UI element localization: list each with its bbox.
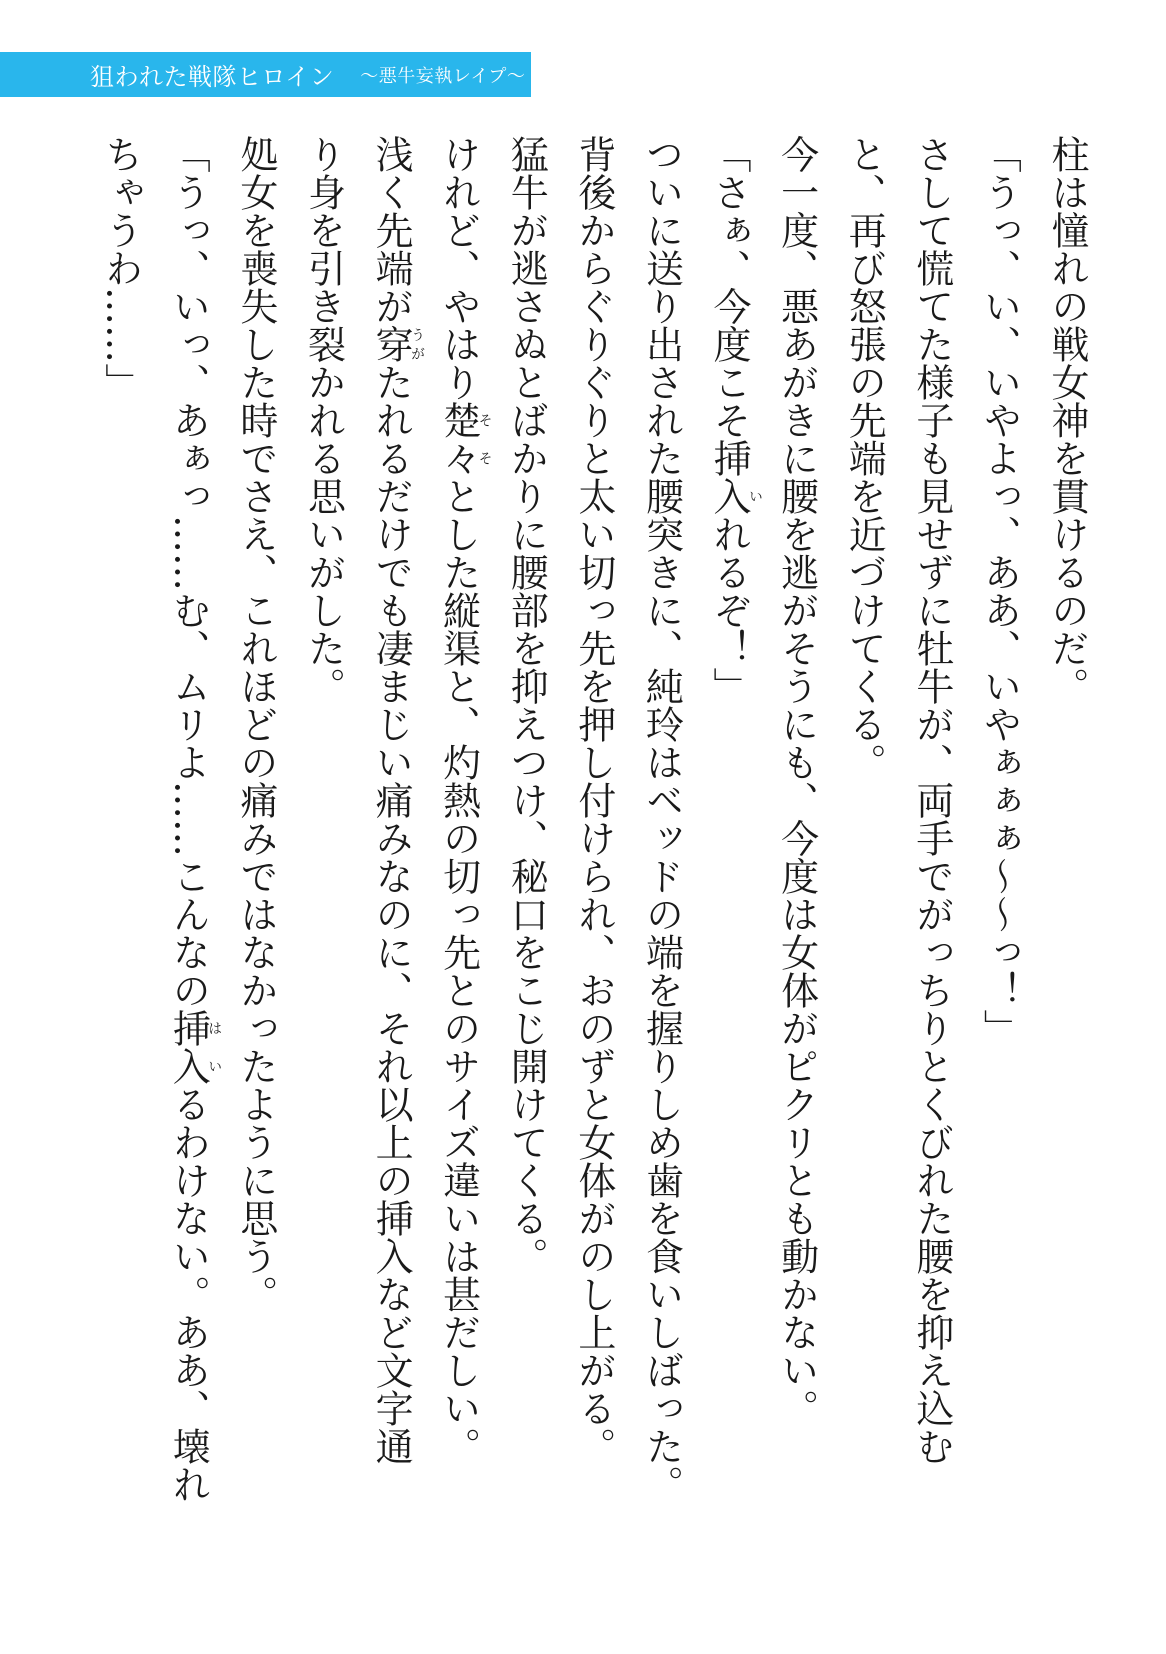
text-segment: 猛牛が逃さぬとばかりに腰部を抑えつけ、秘口をこじ開けてくる。 <box>504 135 549 1275</box>
ruby-annotation <box>707 477 764 515</box>
book-title: 狙われた戦隊ヒロイン <box>90 63 335 91</box>
furigana: は <box>206 1009 223 1047</box>
ruby-annotation <box>166 1047 223 1085</box>
text-segment: 柱は憧れの戦女神を貫けるのだ。 <box>1045 135 1089 705</box>
text-segment: たれるだけでも凄まじい痛みなのに、それ以上の挿入など文字通 <box>369 363 414 1465</box>
text-line <box>627 135 695 1615</box>
text-line <box>424 135 492 1615</box>
text-segment: れるぞ！」 <box>707 515 752 705</box>
furigana: そ <box>476 439 493 477</box>
text-line <box>221 135 289 1615</box>
ruby-base: 楚 <box>436 401 481 439</box>
ruby-annotation <box>369 325 426 363</box>
text-segment: 背後からぐりぐりと太い切っ先を押し付けられ、おのずと女体がのし上がる。 <box>571 135 616 1465</box>
ruby-annotation <box>436 439 493 477</box>
text-line <box>559 135 627 1615</box>
ruby-base: 挿 <box>166 1009 211 1047</box>
text-line <box>492 135 560 1615</box>
furigana: そ <box>476 401 493 439</box>
ruby-base: 入 <box>707 477 752 515</box>
ruby-annotation <box>707 439 751 477</box>
text-segment: ちゃうわ……」 <box>98 135 143 401</box>
text-line <box>897 135 965 1615</box>
furigana: うが <box>409 325 426 363</box>
text-segment: 今一度、悪あがきに腰を逃がそうにも、今度は女体がピクリとも動かない。 <box>774 135 819 1427</box>
text-line <box>356 135 424 1615</box>
furigana: い <box>206 1047 223 1085</box>
text-segment: 「さぁ、今度こそ <box>707 135 752 439</box>
text-line <box>965 135 1033 1615</box>
text-line <box>154 135 222 1615</box>
vertical-text-body <box>70 135 1100 1615</box>
text-segment: 「うっ、い、いやよっ、ああ、いやぁぁぁ～～っ！」 <box>977 135 1022 1047</box>
text-segment: さして慌てた様子も見せずに牡牛が、両手でがっちりとくびれた腰を抑え込む <box>909 135 954 1465</box>
text-segment: るわけない。ああ、壊れ <box>166 1085 211 1503</box>
text-segment: ついに送り出された腰突きに、純玲はベッドの端を握りしめ歯を食いしばった。 <box>639 135 684 1503</box>
running-header <box>0 52 531 97</box>
text-line <box>762 135 830 1615</box>
ruby-annotation <box>436 401 493 439</box>
furigana: い <box>747 477 764 515</box>
text-segment: 「うっ、いっ、あぁっ……む、ムリよ……こんなの <box>166 135 211 1009</box>
text-line <box>694 135 762 1615</box>
text-segment: けれど、やはり <box>436 135 481 401</box>
text-line <box>289 135 357 1615</box>
text-segment: り身を引き裂かれる思いがした。 <box>301 135 346 705</box>
ruby-base: 入 <box>166 1047 211 1085</box>
text-line <box>830 135 898 1615</box>
ruby-annotation <box>166 1009 223 1047</box>
ruby-base: 挿 <box>707 439 752 477</box>
book-subtitle: ～悪牛妄執レイプ～ <box>360 65 526 87</box>
text-line <box>86 135 154 1615</box>
text-segment: 処女を喪失した時でさえ、これほどの痛みではなかったように思う。 <box>233 135 278 1313</box>
ruby-base: 々 <box>436 439 481 477</box>
text-segment: と、再び怒張の先端を近づけてくる。 <box>842 135 887 781</box>
text-segment: 浅く先端が <box>369 135 414 325</box>
ruby-base: 穿 <box>369 325 414 363</box>
text-segment: とした縦渠と、灼熱の切っ先とのサイズ違いは甚だしい。 <box>436 477 481 1465</box>
text-line <box>1032 135 1100 1615</box>
